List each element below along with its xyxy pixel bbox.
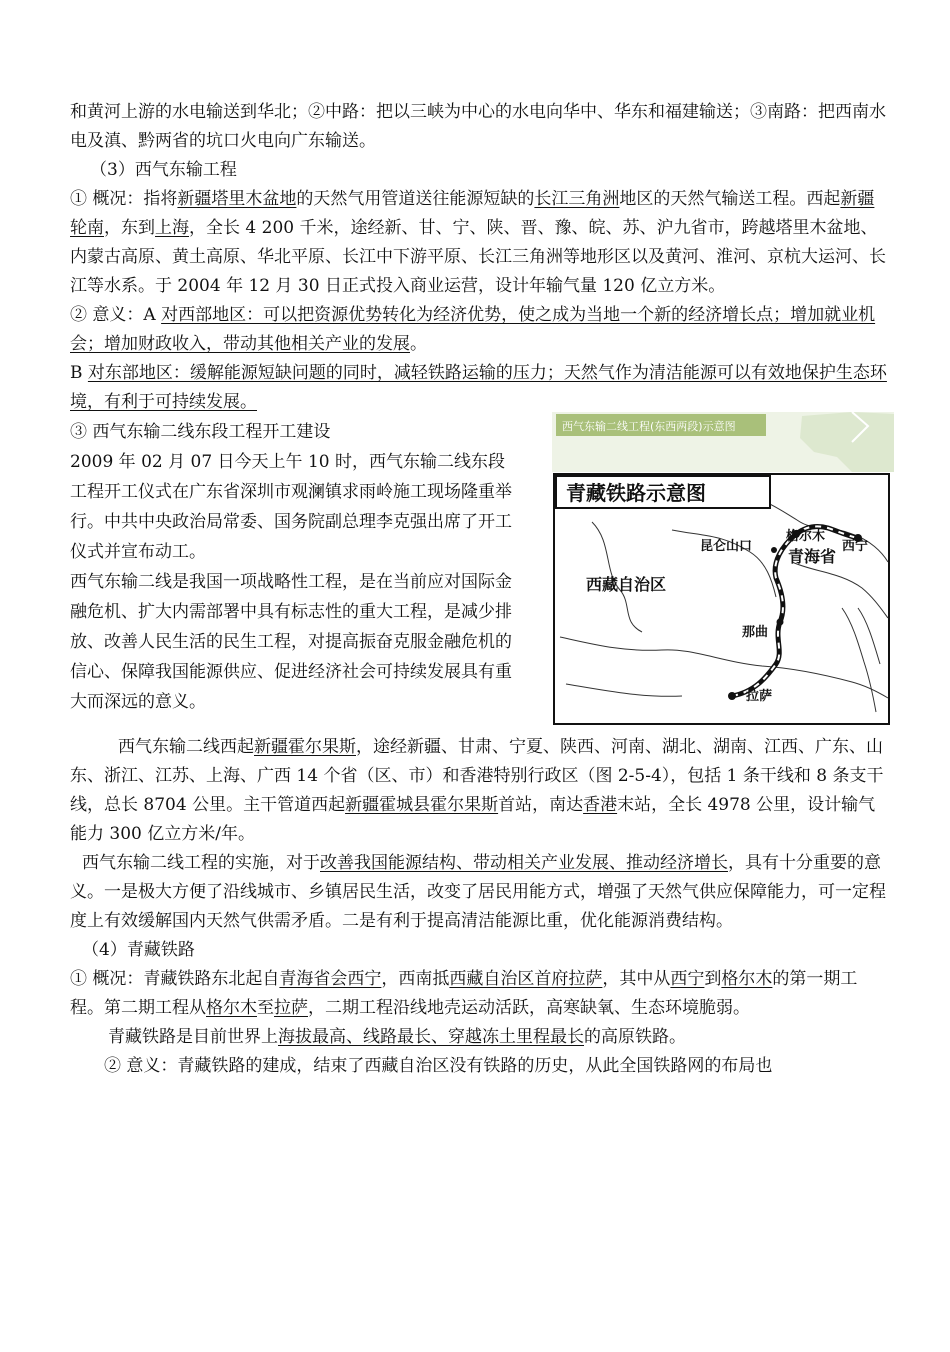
map-frame <box>554 474 889 724</box>
paragraph-overview: ① 概况：指将新疆塔里木盆地的天然气用管道送往能源短缺的长江三角洲地区的天然气输送工程。西起新疆轮南，东到上海，全长 4 200 千米，途经新、甘、宁、陕、晋、豫、皖、苏、沪九省市，跨越塔里木盆地、内蒙古高原、黄土高原、华北平原、长江中下游平原、长江三角洲等地形区以及黄河、淮河、京杭大运河、长江等水系。于 2004 年 12 月 30 日正式投入商业运营，设计年输气量 120 亿立方米。 <box>70 189 886 296</box>
label-kunlun: 昆仑山口 <box>700 539 753 554</box>
kunlun-dot <box>771 547 777 553</box>
paragraph-significance-west: ② 意义：A 对西部地区：可以把资源优势转化为经济优势，使之成为当地一个新的经济增长点；增加就业机会；增加财政收入，带动其他相关产业的发展。 <box>70 305 876 354</box>
label-xizang: 西藏自治区 <box>586 575 667 594</box>
paragraph-railway-significance: ② 意义：青藏铁路的建成，结束了西藏自治区没有铁路的历史，从此全国铁路网的布局也 <box>104 1056 773 1076</box>
paragraph-implementation: 西气东输二线工程的实施，对于改善我国能源结构、带动相关产业发展、推动经济增长，具有十分重要的意义。一是极大方便了沿线城市、乡镇居民生活，改变了居民用能方式，增强了天然气供应保障能力，可一定程度上有效缓解国内天然气供需矛盾。二是有利于提高清洁能源比重，优化能源消费结构。 <box>70 853 886 931</box>
label-geermu: 格尔木 <box>786 529 826 544</box>
label-xining: 西宁 <box>842 539 869 554</box>
paragraph-ceremony: 2009 年 02 月 07 日今天上午 10 时，西气东输二线东段工程开工仪式在广东省深圳市观澜镇求雨岭施工现场隆重举行。中共中央政治局常委、国务院副总理李克强出席了开工仪式并宣布动工。 <box>70 452 512 562</box>
paragraph-railway-overview: ① 概况：青藏铁路东北起自青海省会西宁，西南抵西藏自治区首府拉萨，其中从西宁到格尔木的第一期工程。第二期工程从格尔木至拉萨，二期工程沿线地壳运动活跃，高寒缺氧、生态环境脆弱。 <box>70 969 858 1018</box>
map-title: 青藏铁路示意图 <box>566 481 706 505</box>
paragraph-power-routes: 和黄河上游的水电输送到华北；②中路：把以三峡为中心的水电向华中、华东和福建输送；③南路：把西南水电及滇、黔两省的坑口火电向广东输送。 <box>70 102 886 151</box>
label-lasa: 拉萨 <box>746 689 773 704</box>
subheading-second-line: ③ 西气东输二线东段工程开工建设 <box>70 422 331 442</box>
paragraph-railway-records: 青藏铁路是目前世界上海拔最高、线路最长、穿越冻土里程最长的高原铁路。 <box>108 1027 686 1047</box>
text-with-figure <box>70 417 890 733</box>
left-column <box>70 417 512 717</box>
section-heading-qinghai-tibet: （4）青藏铁路 <box>82 940 195 960</box>
paragraph-route: 西气东输二线西起新疆霍尔果斯，途经新疆、甘肃、宁夏、陕西、河南、湖北、湖南、江西、广东、山东、浙江、江苏、上海、广西 14 个省（区、市）和香港特别行政区（图 2-5-4），包括 1 条干线和 8 条支干线，总长 8704 公里。主干管道西起新疆霍城县霍尔果斯首站，南达香港末站，全长 4978 公里，设计输气能力 300 亿立方米/年。 <box>70 737 884 844</box>
lasa-dot <box>728 692 736 700</box>
paragraph-strategic: 西气东输二线是我国一项战略性工程，是在当前应对国际金融危机、扩大内需部署中具有标志性的重大工程，是减少排放、改善人民生活的民生工程，对提高振奋克服金融危机的信心、保障我国能源供应、促进经济社会可持续发展具有重大而深远的意义。 <box>70 572 512 712</box>
label-qinghai: 青海省 <box>788 547 837 566</box>
section-heading-west-east-gas: （3）西气东输工程 <box>90 160 237 180</box>
map-banner-text: 西气东输二线工程(东西两段)示意图 <box>562 420 736 433</box>
qinghai-tibet-railway-map <box>552 412 894 732</box>
naqu-dot <box>777 619 784 626</box>
paragraph-significance-east: B 对东部地区：缓解能源短缺问题的同时，减轻铁路运输的压力；天然气作为清洁能源可以有效地保护生态环境，有利于可持续发展。 <box>70 363 887 412</box>
map-figure <box>552 412 894 732</box>
document-page <box>70 98 890 1081</box>
label-naqu: 那曲 <box>742 625 769 640</box>
